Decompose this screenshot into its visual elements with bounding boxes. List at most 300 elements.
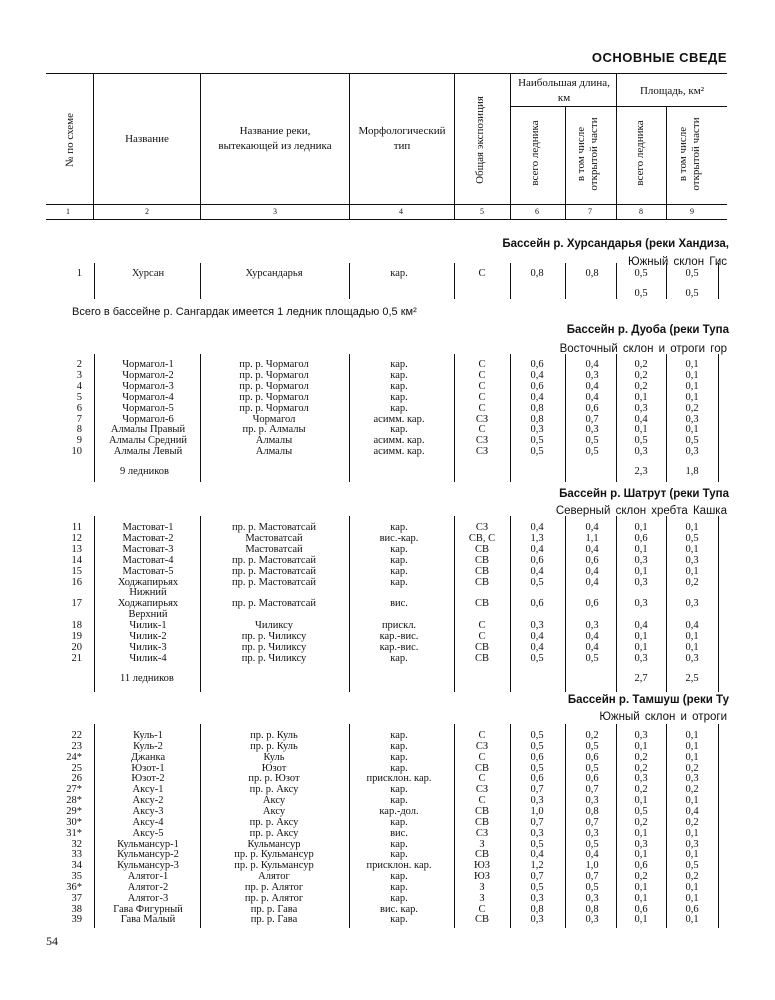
header-length-open: в том числе открытой части xyxy=(575,117,600,191)
cell-num: 30* xyxy=(66,816,82,828)
cell-num: 39 xyxy=(71,914,82,926)
cell-area-total: 0,1 xyxy=(634,881,648,893)
cell-length-total: 0,5 xyxy=(530,652,544,664)
cell-length-open: 0,5 xyxy=(585,652,599,664)
cell-area-total: 0,4 xyxy=(634,413,648,425)
cell-exposure: СЗ xyxy=(475,413,489,425)
cell-length-total: 0,8 xyxy=(530,402,544,414)
cell-river: пр. р. Кульмансур xyxy=(234,860,314,872)
table-row xyxy=(0,414,775,425)
cell-length-total: 0,4 xyxy=(530,522,544,533)
cell-area-total: 0,1 xyxy=(634,827,648,839)
cell-num: 17 xyxy=(71,598,82,610)
header-num: № по схеме xyxy=(64,112,76,168)
cell-num: 1 xyxy=(76,268,82,279)
table-row xyxy=(0,730,775,741)
cell-name: Алмалы Правый xyxy=(110,424,186,436)
cell-num: 23 xyxy=(71,740,82,752)
cell-area-open: 0,3 xyxy=(685,652,699,664)
cell-morph: кар. xyxy=(390,784,408,796)
cell-length-open: 0,4 xyxy=(585,576,599,588)
table-row xyxy=(0,752,775,763)
cell-exposure: СВ xyxy=(474,652,489,664)
col-sep xyxy=(666,106,667,219)
cell-area-total: 0,3 xyxy=(634,554,648,566)
cell-length-open: 0,5 xyxy=(585,881,599,893)
cell-area-open: 0,2 xyxy=(685,762,699,774)
cell-num: 16 xyxy=(71,576,82,588)
table-row xyxy=(0,741,775,752)
cell-area-total: 0,1 xyxy=(634,631,648,642)
header-length-total: всего ледника xyxy=(529,120,541,186)
header-mid-rule xyxy=(46,204,727,205)
cell-length-total: 0,8 xyxy=(530,268,544,279)
cell-length-total: 0,6 xyxy=(530,751,544,763)
cell-num: 28* xyxy=(66,795,82,807)
cell-morph: кар. xyxy=(390,740,408,752)
cell-name: Алятог-3 xyxy=(127,892,169,904)
cell-area-open: 0,1 xyxy=(685,730,699,741)
cell-area-open: 0,1 xyxy=(685,881,699,893)
cell-river: пр. р. Мастоватсай xyxy=(232,576,316,588)
cell-length-total: 0,4 xyxy=(530,565,544,577)
cell-river: пр. р. Куль xyxy=(250,740,298,752)
cell-exposure: С xyxy=(478,402,486,414)
cell-name: Мастоват-4 xyxy=(122,554,174,566)
table-row xyxy=(0,817,775,828)
cell-exposure: СВ xyxy=(474,598,489,610)
col-number: 2 xyxy=(145,207,149,216)
cell-name: Кульмансур-2 xyxy=(117,849,179,861)
cell-river: Мастоватсай xyxy=(245,532,303,544)
cell-morph: кар. xyxy=(390,380,408,392)
basin-note: Всего в бассейне р. Сангардак имеется 1 ледник площадью 0,5 км² xyxy=(72,306,417,318)
table-row xyxy=(0,403,775,414)
col-number: 4 xyxy=(399,207,403,216)
cell-name: Мастоват-5 xyxy=(122,565,174,577)
cell-area-total: 0,3 xyxy=(634,730,648,741)
cell-morph: кар.-дол. xyxy=(379,805,419,817)
cell-length-total: 1,0 xyxy=(530,805,544,817)
cell-length-total: 0,5 xyxy=(530,446,544,458)
cell-morph: присклон. кар. xyxy=(366,773,432,785)
col-number: 3 xyxy=(273,207,277,216)
cell-area-total: 0,2 xyxy=(634,871,648,883)
table-row xyxy=(0,914,775,925)
cell-name: Хурсан xyxy=(131,268,165,279)
group-rule xyxy=(510,106,727,107)
cell-area-open: 0,3 xyxy=(685,838,699,850)
cell-num: 18 xyxy=(71,620,82,632)
cell-area-total: 0,1 xyxy=(634,565,648,577)
cell-area-open: 0,2 xyxy=(685,784,699,796)
cell-length-open: 0,5 xyxy=(585,435,599,447)
cell-num: 12 xyxy=(71,532,82,544)
table-row xyxy=(0,849,775,860)
cell-length-open: 0,4 xyxy=(585,565,599,577)
cell-morph: вис. кар. xyxy=(380,903,418,915)
table-row xyxy=(0,587,775,598)
cell-length-open: 0,5 xyxy=(585,838,599,850)
cell-length-total: 0,6 xyxy=(530,359,544,370)
cell-area-total: 0,1 xyxy=(634,424,648,436)
cell-area-open: 0,1 xyxy=(685,827,699,839)
cell-morph: прискл. xyxy=(381,620,417,632)
cell-morph: кар. xyxy=(390,543,408,555)
cell-area-total: 0,1 xyxy=(634,641,648,653)
cell-length-total: 0,5 xyxy=(530,762,544,774)
cell-exposure: С xyxy=(478,380,486,392)
cell-length-open: 0,3 xyxy=(585,369,599,381)
cell-morph: кар. xyxy=(390,751,408,763)
cell-length-total: 0,4 xyxy=(530,369,544,381)
cell-river: Хурсандарья xyxy=(245,268,303,279)
cell-name: Юзот-2 xyxy=(131,773,165,785)
cell-length-total: 0,6 xyxy=(530,380,544,392)
cell-length-open: 0,6 xyxy=(585,598,599,610)
cell-exposure: СЗ xyxy=(475,522,489,533)
col-number: 9 xyxy=(690,207,694,216)
cell-num: 33 xyxy=(71,849,82,861)
cell-name: Джанка xyxy=(130,751,166,763)
cell-river: пр. р. Чиликсу xyxy=(241,652,307,664)
cell-area-total: 0,5 xyxy=(634,435,648,447)
cell-exposure: СЗ xyxy=(475,827,489,839)
cell-exposure: СВ xyxy=(474,543,489,555)
cell-river: пр. р. Куль xyxy=(250,730,298,741)
cell-river: пр. р. Алятог xyxy=(244,881,304,893)
cell-area-open: 0,5 xyxy=(685,860,699,872)
header-river: Название реки, вытекающей из ледника xyxy=(218,125,332,152)
cell-area-open: 0,3 xyxy=(685,598,699,610)
cell-area-open: 0,3 xyxy=(685,773,699,785)
table-row xyxy=(0,784,775,795)
cell-area-open: 0,1 xyxy=(685,740,699,752)
cell-num: 35 xyxy=(71,871,82,883)
cell-area-total: 0,6 xyxy=(634,860,648,872)
table-row xyxy=(0,763,775,774)
cell-exposure: З xyxy=(479,881,485,893)
table-row xyxy=(0,381,775,392)
cell-num: 15 xyxy=(71,565,82,577)
cell-area-open: 0,6 xyxy=(685,903,699,915)
header-morph: Морфологический тип xyxy=(358,125,446,152)
cell-area-total: 0,1 xyxy=(634,914,648,926)
cell-name: Мастоват-3 xyxy=(122,543,174,555)
col-number: 8 xyxy=(639,207,643,216)
cell-name: Чормагол-1 xyxy=(122,359,174,370)
cell-num: 9 xyxy=(76,435,82,447)
table-row xyxy=(0,839,775,850)
header-area-open: в том числе открытой части xyxy=(677,117,702,191)
cell-area-total: 0,2 xyxy=(634,380,648,392)
table-row xyxy=(0,424,775,435)
cell-name: Алятог-2 xyxy=(127,881,169,893)
table-row xyxy=(0,806,775,817)
cell-length-total: 0,4 xyxy=(530,543,544,555)
cell-length-open: 0,7 xyxy=(585,784,599,796)
cell-area-open: 0,4 xyxy=(685,805,699,817)
cell-area-total: 0,3 xyxy=(634,838,648,850)
cell-morph: вис.-кар. xyxy=(379,532,419,544)
cell-length-open: 0,4 xyxy=(585,359,599,370)
cell-area-open: 0,4 xyxy=(685,620,699,632)
table-row xyxy=(0,860,775,871)
cell-exposure: СЗ xyxy=(475,446,489,458)
cell-exposure: СЗ xyxy=(475,740,489,752)
cell-morph: кар. xyxy=(390,795,408,807)
col-sep xyxy=(616,74,617,219)
table-row xyxy=(0,268,775,279)
cell-area-total: 0,3 xyxy=(634,402,648,414)
cell-name: Юзот-1 xyxy=(131,762,165,774)
cell-length-total: 0,4 xyxy=(530,849,544,861)
header-length-group: Наибольшая длина, км xyxy=(518,77,610,104)
table-row xyxy=(0,577,775,588)
table-row xyxy=(0,871,775,882)
cell-morph: кар. xyxy=(390,402,408,414)
cell-river: Юзот xyxy=(261,762,287,774)
cell-river: пр. р. Юзот xyxy=(248,773,300,785)
cell-length-total: 0,3 xyxy=(530,424,544,436)
table-row xyxy=(0,653,775,664)
cell-river: пр. р. Алмалы xyxy=(242,424,306,436)
cell-river: Чиликсу xyxy=(255,620,293,632)
cell-length-open: 0,8 xyxy=(585,903,599,915)
cell-river: пр. р. Аксу xyxy=(249,827,299,839)
table-row xyxy=(0,359,775,370)
cell-num: 32 xyxy=(71,838,82,850)
cell-num: 20 xyxy=(71,641,82,653)
cell-length-open: 0,5 xyxy=(585,740,599,752)
cell-area-open: 0,2 xyxy=(685,871,699,883)
cell-morph: вис. xyxy=(390,827,408,839)
cell-area-open: 0,1 xyxy=(685,795,699,807)
cell-exposure: С xyxy=(478,751,486,763)
cell-river: пр. р. Кульмансур xyxy=(234,849,314,861)
table-row xyxy=(0,620,775,631)
cell-river: Чормагол xyxy=(252,413,296,425)
total-label: 9 ледников xyxy=(120,466,169,477)
slope-heading: Восточный склон и отроги гор xyxy=(559,343,727,355)
cell-area-total: 0,1 xyxy=(634,795,648,807)
cell-morph: кар. xyxy=(390,391,408,403)
col-number: 5 xyxy=(480,207,484,216)
cell-river: пр. р. Чормагол xyxy=(239,391,309,403)
cell-name: Аксу-1 xyxy=(132,784,164,796)
col-sep xyxy=(349,74,350,219)
cell-morph: кар. xyxy=(390,871,408,883)
cell-area-total: 0,5 xyxy=(634,805,648,817)
cell-name: Чилик-3 xyxy=(129,641,167,653)
cell-area-open: 0,1 xyxy=(685,543,699,555)
basin-heading: Бассейн р. Тамшуш (реки Ту xyxy=(567,694,729,706)
table-row xyxy=(0,544,775,555)
cell-name: Чормагол-3 xyxy=(122,380,174,392)
cell-name: Аксу-5 xyxy=(132,827,164,839)
cell-area-total: 0,1 xyxy=(634,522,648,533)
cell-exposure: З xyxy=(479,838,485,850)
cell-length-total: 0,4 xyxy=(530,391,544,403)
cell-area-total: 0,3 xyxy=(634,652,648,664)
cell-name: Чилик-4 xyxy=(129,652,167,664)
header-exposure: Общая экспозиция xyxy=(474,96,486,184)
cell-length-total: 0,5 xyxy=(530,838,544,850)
cell-name: Алятог-1 xyxy=(127,871,169,883)
cell-area-total: 0,2 xyxy=(634,816,648,828)
cell-exposure: ЮЗ xyxy=(473,871,491,883)
cell-morph: кар. xyxy=(390,424,408,436)
cell-exposure: СВ xyxy=(474,641,489,653)
cell-name: Кульмансур-1 xyxy=(117,838,179,850)
cell-length-total: 0,7 xyxy=(530,784,544,796)
cell-area-open: 0,1 xyxy=(685,380,699,392)
table-row xyxy=(0,773,775,784)
basin-heading: Бассейн р. Хурсандарья (реки Хандиза, xyxy=(502,238,729,250)
cell-name: Верхний xyxy=(128,609,168,621)
cell-length-open: 0,4 xyxy=(585,849,599,861)
cell-area-open: 0,1 xyxy=(685,391,699,403)
slope-heading: Северный склон хребта Кашка xyxy=(555,505,727,517)
cell-river: Куль xyxy=(263,751,285,763)
cell-num: 26 xyxy=(71,773,82,785)
cell-morph: кар. xyxy=(390,554,408,566)
cell-area-total: 0,3 xyxy=(634,773,648,785)
cell-river: Кульмансур xyxy=(247,838,301,850)
cell-length-total: 0,5 xyxy=(530,576,544,588)
cell-exposure: С xyxy=(478,773,486,785)
cell-length-open: 0,6 xyxy=(585,402,599,414)
cell-area-total: 0,2 xyxy=(634,784,648,796)
cell-name: Алмалы Средний xyxy=(108,435,188,447)
cell-morph: кар.-вис. xyxy=(379,641,419,653)
cell-num: 2 xyxy=(76,359,82,370)
cell-area-total: 0,2 xyxy=(634,762,648,774)
cell-num: 34 xyxy=(71,860,82,872)
cell-river: пр. р. Мастоватсай xyxy=(232,554,316,566)
cell-name: Аксу-2 xyxy=(132,795,164,807)
cell-length-open: 0,4 xyxy=(585,641,599,653)
cell-river: пр. р. Аксу xyxy=(249,784,299,796)
table-row xyxy=(0,609,775,620)
cell-area-open: 0,1 xyxy=(685,641,699,653)
cell-name: Нижний xyxy=(129,587,167,599)
cell-exposure: СВ xyxy=(474,576,489,588)
cell-river: пр. р. Гава xyxy=(250,903,298,915)
cell-area-total: 0,3 xyxy=(634,576,648,588)
cell-exposure: СВ xyxy=(474,762,489,774)
cell-area-total: 0,6 xyxy=(634,903,648,915)
cell-area-open: 0,1 xyxy=(685,359,699,370)
cell-length-total: 0,3 xyxy=(530,827,544,839)
cell-length-open: 0,3 xyxy=(585,892,599,904)
table-row xyxy=(0,904,775,915)
cell-num: 3 xyxy=(76,369,82,381)
table-row xyxy=(0,555,775,566)
cell-morph: асимм. кар. xyxy=(373,413,425,425)
cell-morph: кар. xyxy=(390,652,408,664)
cell-length-open: 0,5 xyxy=(585,446,599,458)
cell-name: Кульмансур-3 xyxy=(117,860,179,872)
cell-exposure: С xyxy=(478,631,486,642)
cell-num: 13 xyxy=(71,543,82,555)
cell-morph: кар. xyxy=(390,576,408,588)
cell-area-open: 0,5 xyxy=(685,532,699,544)
cell-exposure: ЮЗ xyxy=(473,860,491,872)
cell-exposure: СВ, С xyxy=(468,532,496,544)
cell-length-open: 0,3 xyxy=(585,795,599,807)
cell-num: 21 xyxy=(71,652,82,664)
cell-area-open: 0,1 xyxy=(685,751,699,763)
cell-area-open: 0,2 xyxy=(685,816,699,828)
cell-length-total: 0,5 xyxy=(530,730,544,741)
table-row xyxy=(0,566,775,577)
cell-river: пр. р. Аксу xyxy=(249,816,299,828)
cell-morph: кар. xyxy=(390,816,408,828)
cell-length-open: 0,3 xyxy=(585,827,599,839)
slope-heading: Южный склон и отроги xyxy=(599,711,727,723)
cell-area-total: 0,2 xyxy=(634,751,648,763)
cell-exposure: СВ xyxy=(474,554,489,566)
header-name: Название xyxy=(125,133,169,145)
cell-length-open: 0,4 xyxy=(585,391,599,403)
cell-name: Гава Малый xyxy=(120,914,176,926)
table-row xyxy=(0,446,775,457)
page-title: ОСНОВНЫЕ СВЕДЕ xyxy=(591,50,727,65)
total-area-open: 1,8 xyxy=(685,466,699,477)
cell-length-open: 0,6 xyxy=(585,751,599,763)
cell-name: Чормагол-5 xyxy=(122,402,174,414)
cell-river: пр. р. Гава xyxy=(250,914,298,926)
cell-exposure: С xyxy=(478,359,486,370)
total-area-open: 0,5 xyxy=(685,288,699,299)
cell-name: Куль-2 xyxy=(133,740,163,752)
col-sep xyxy=(454,74,455,219)
cell-area-total: 0,3 xyxy=(634,446,648,458)
total-label: 11 ледников xyxy=(120,673,174,684)
cell-river: пр. р. Чормагол xyxy=(239,380,309,392)
cell-num: 31* xyxy=(66,827,82,839)
cell-num: 27* xyxy=(66,784,82,796)
col-sep xyxy=(510,74,511,219)
cell-num: 6 xyxy=(76,402,82,414)
cell-area-total: 0,1 xyxy=(634,740,648,752)
cell-exposure: СЗ xyxy=(475,784,489,796)
cell-length-open: 0,4 xyxy=(585,543,599,555)
cell-name: Мастоват-1 xyxy=(122,522,174,533)
cell-river: пр. р. Мастоватсай xyxy=(232,565,316,577)
col-number: 1 xyxy=(66,207,70,216)
table-row xyxy=(0,642,775,653)
cell-area-total: 0,1 xyxy=(634,892,648,904)
cell-area-open: 0,1 xyxy=(685,369,699,381)
cell-morph: вис. xyxy=(390,598,408,610)
cell-num: 10 xyxy=(71,446,82,458)
cell-river: Аксу xyxy=(262,805,286,817)
cell-area-open: 0,1 xyxy=(685,522,699,533)
cell-length-open: 0,2 xyxy=(585,730,599,741)
cell-length-total: 0,8 xyxy=(530,413,544,425)
cell-area-total: 0,3 xyxy=(634,598,648,610)
cell-length-total: 1,2 xyxy=(530,860,544,872)
cell-exposure: СВ xyxy=(474,914,489,926)
table-row xyxy=(0,370,775,381)
cell-morph: кар. xyxy=(390,838,408,850)
table-row xyxy=(0,631,775,642)
cell-area-total: 0,5 xyxy=(634,268,648,279)
cell-morph: кар.-вис. xyxy=(379,631,419,642)
cell-length-open: 0,8 xyxy=(585,805,599,817)
